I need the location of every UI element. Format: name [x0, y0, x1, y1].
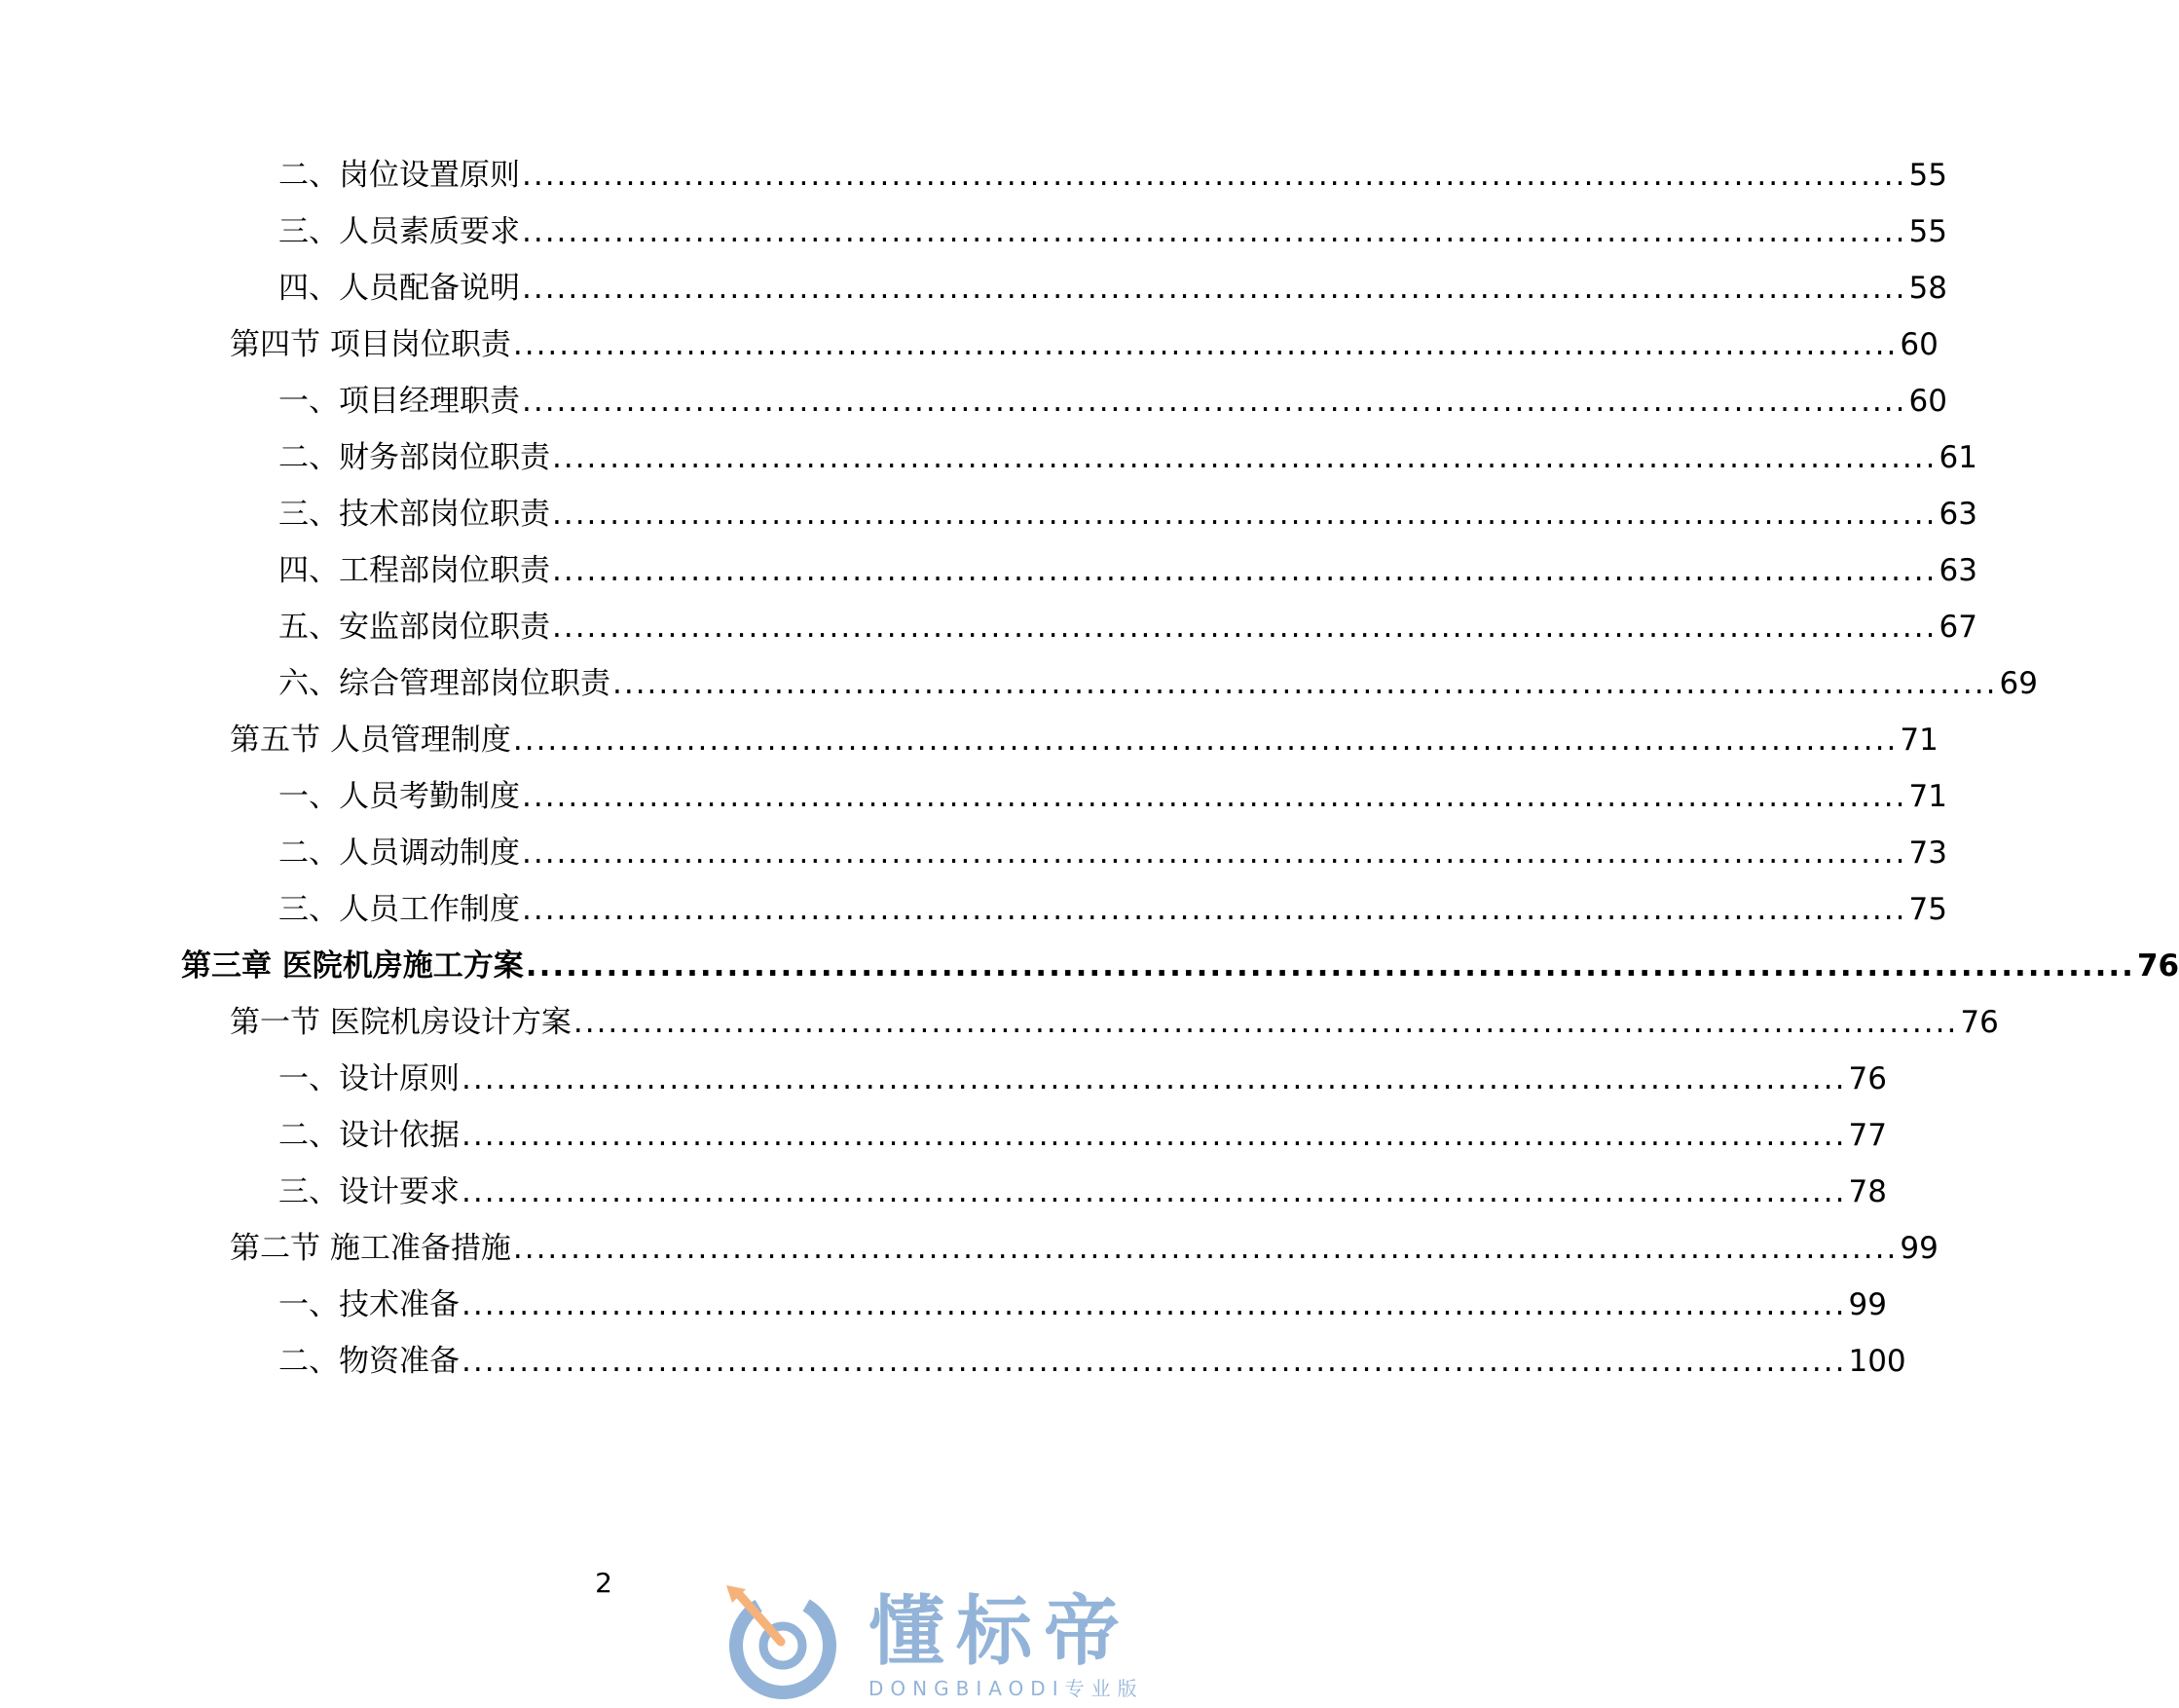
toc-entry-title: 三、人员工作制度: [278, 892, 520, 927]
toc-entry-page: 73: [1908, 835, 1947, 871]
toc-entry-title: 六、综合管理部岗位职责: [278, 666, 610, 701]
toc-entry-title: 第二节 施工准备措施: [230, 1231, 511, 1266]
toc-entry-title: 第一节 医院机房设计方案: [230, 1005, 572, 1040]
toc-dot-leader: ........................................................................................................................: [522, 158, 1907, 193]
toc-entry[interactable]: [278, 664, 2038, 703]
toc-dot-leader: ........................................................................................................................: [462, 1118, 1847, 1153]
toc-entry[interactable]: [181, 947, 2179, 985]
toc-dot-leader: ........................................................................................................................: [462, 1061, 1847, 1096]
toc-entry-page: 63: [1939, 553, 1977, 588]
toc-entry[interactable]: [278, 890, 1947, 929]
toc-dot-leader: ........................................................................................................................: [522, 214, 1907, 249]
toc-entry-title: 三、人员素质要求: [278, 214, 520, 249]
toc-dot-leader: ........................................................................................................................: [572, 1005, 1959, 1040]
toc-entry-page: 77: [1848, 1118, 1887, 1153]
toc-entry-title: 一、设计原则: [278, 1061, 460, 1096]
toc-entry-page: 100: [1848, 1344, 1906, 1379]
toc-entry[interactable]: [230, 1229, 1939, 1268]
watermark-brand: 懂标帝: [868, 1588, 1132, 1676]
toc-entry-title: 二、人员调动制度: [278, 835, 520, 871]
watermark: [722, 1585, 1180, 1702]
toc-entry-page: 75: [1908, 892, 1947, 927]
toc-entry[interactable]: [278, 156, 1947, 195]
toc-entry-title: 二、岗位设置原则: [278, 158, 520, 193]
toc-entry-title: 四、工程部岗位职责: [278, 553, 550, 588]
toc-entry-page: 78: [1848, 1174, 1887, 1209]
toc-entry-page: 61: [1939, 440, 1977, 475]
toc-entry-page: 55: [1908, 214, 1947, 249]
toc-entry-page: 71: [1900, 723, 1939, 758]
toc-dot-leader: ........................................................................................................................: [512, 327, 1899, 362]
toc-dot-leader: ........................................................................................................................: [525, 948, 2135, 984]
toc-dot-leader: ........................................................................................................................: [522, 835, 1907, 871]
toc-entry-page: 55: [1908, 158, 1947, 193]
toc-entry-title: 第三章 医院机房施工方案: [181, 948, 524, 984]
toc-entry[interactable]: [278, 1285, 1887, 1324]
toc-entry[interactable]: [278, 1059, 1887, 1098]
toc-entry[interactable]: [278, 1342, 1906, 1381]
toc-entry-page: 69: [1999, 666, 2038, 701]
toc-dot-leader: ........................................................................................................................: [552, 553, 1938, 588]
target-arrow-icon: [722, 1585, 839, 1702]
toc-entry-title: 三、技术部岗位职责: [278, 497, 550, 532]
toc-dot-leader: ........................................................................................................................: [552, 610, 1938, 645]
toc-dot-leader: ........................................................................................................................: [522, 271, 1907, 306]
toc-entry-title: 二、物资准备: [278, 1344, 460, 1379]
toc-entry-page: 71: [1908, 779, 1947, 814]
page-number: 2: [595, 1567, 612, 1599]
toc-entry[interactable]: [230, 1003, 1999, 1042]
toc-entry-title: 一、技术准备: [278, 1287, 460, 1322]
toc-entry[interactable]: [278, 777, 1947, 816]
toc-entry-title: 第四节 项目岗位职责: [230, 327, 511, 362]
toc-dot-leader: ........................................................................................................................: [612, 666, 1998, 701]
toc-entry-title: 一、项目经理职责: [278, 384, 520, 419]
toc-dot-leader: ........................................................................................................................: [522, 384, 1907, 419]
toc-entry[interactable]: [278, 438, 1977, 477]
toc-entry[interactable]: [230, 721, 1939, 760]
toc-entry[interactable]: [278, 834, 1947, 873]
toc-entry-page: 67: [1939, 610, 1977, 645]
toc-dot-leader: ........................................................................................................................: [512, 1231, 1899, 1266]
toc-entry-page: 58: [1908, 271, 1947, 306]
toc-entry-title: 一、人员考勤制度: [278, 779, 520, 814]
toc-entry[interactable]: [278, 1116, 1887, 1155]
toc-entry[interactable]: [278, 495, 1977, 534]
toc-entry[interactable]: [278, 212, 1947, 251]
toc-dot-leader: ........................................................................................................................: [512, 723, 1899, 758]
toc-entry-title: 二、财务部岗位职责: [278, 440, 550, 475]
toc-entry-title: 五、安监部岗位职责: [278, 610, 550, 645]
toc-dot-leader: ........................................................................................................................: [522, 779, 1907, 814]
toc-entry-page: 76: [1960, 1005, 1999, 1040]
toc-entry-page: 60: [1908, 384, 1947, 419]
toc-dot-leader: ........................................................................................................................: [462, 1344, 1847, 1379]
toc-entry-title: 二、设计依据: [278, 1118, 460, 1153]
toc-dot-leader: ........................................................................................................................: [552, 497, 1938, 532]
toc-entry-page: 60: [1900, 327, 1939, 362]
toc-entry[interactable]: [278, 608, 1977, 647]
toc-entry[interactable]: [278, 1172, 1887, 1211]
toc-dot-leader: ........................................................................................................................: [522, 892, 1907, 927]
toc-entry[interactable]: [230, 325, 1939, 364]
toc-entry-title: 四、人员配备说明: [278, 271, 520, 306]
toc-dot-leader: ........................................................................................................................: [552, 440, 1938, 475]
toc-entry[interactable]: [278, 269, 1947, 308]
toc-entry[interactable]: [278, 551, 1977, 590]
toc-entry-page: 99: [1900, 1231, 1939, 1266]
toc-entry-page: 99: [1848, 1287, 1887, 1322]
toc-entry-page: 76: [2136, 948, 2179, 984]
toc-entry-page: 63: [1939, 497, 1977, 532]
toc-entry[interactable]: [278, 382, 1947, 421]
toc-entry-page: 76: [1848, 1061, 1887, 1096]
toc-dot-leader: ........................................................................................................................: [462, 1174, 1847, 1209]
toc-entry-title: 三、设计要求: [278, 1174, 460, 1209]
toc-dot-leader: ........................................................................................................................: [462, 1287, 1847, 1322]
toc-entry-title: 第五节 人员管理制度: [230, 723, 511, 758]
watermark-subtitle: DONGBIAODI专业版: [868, 1677, 1144, 1700]
